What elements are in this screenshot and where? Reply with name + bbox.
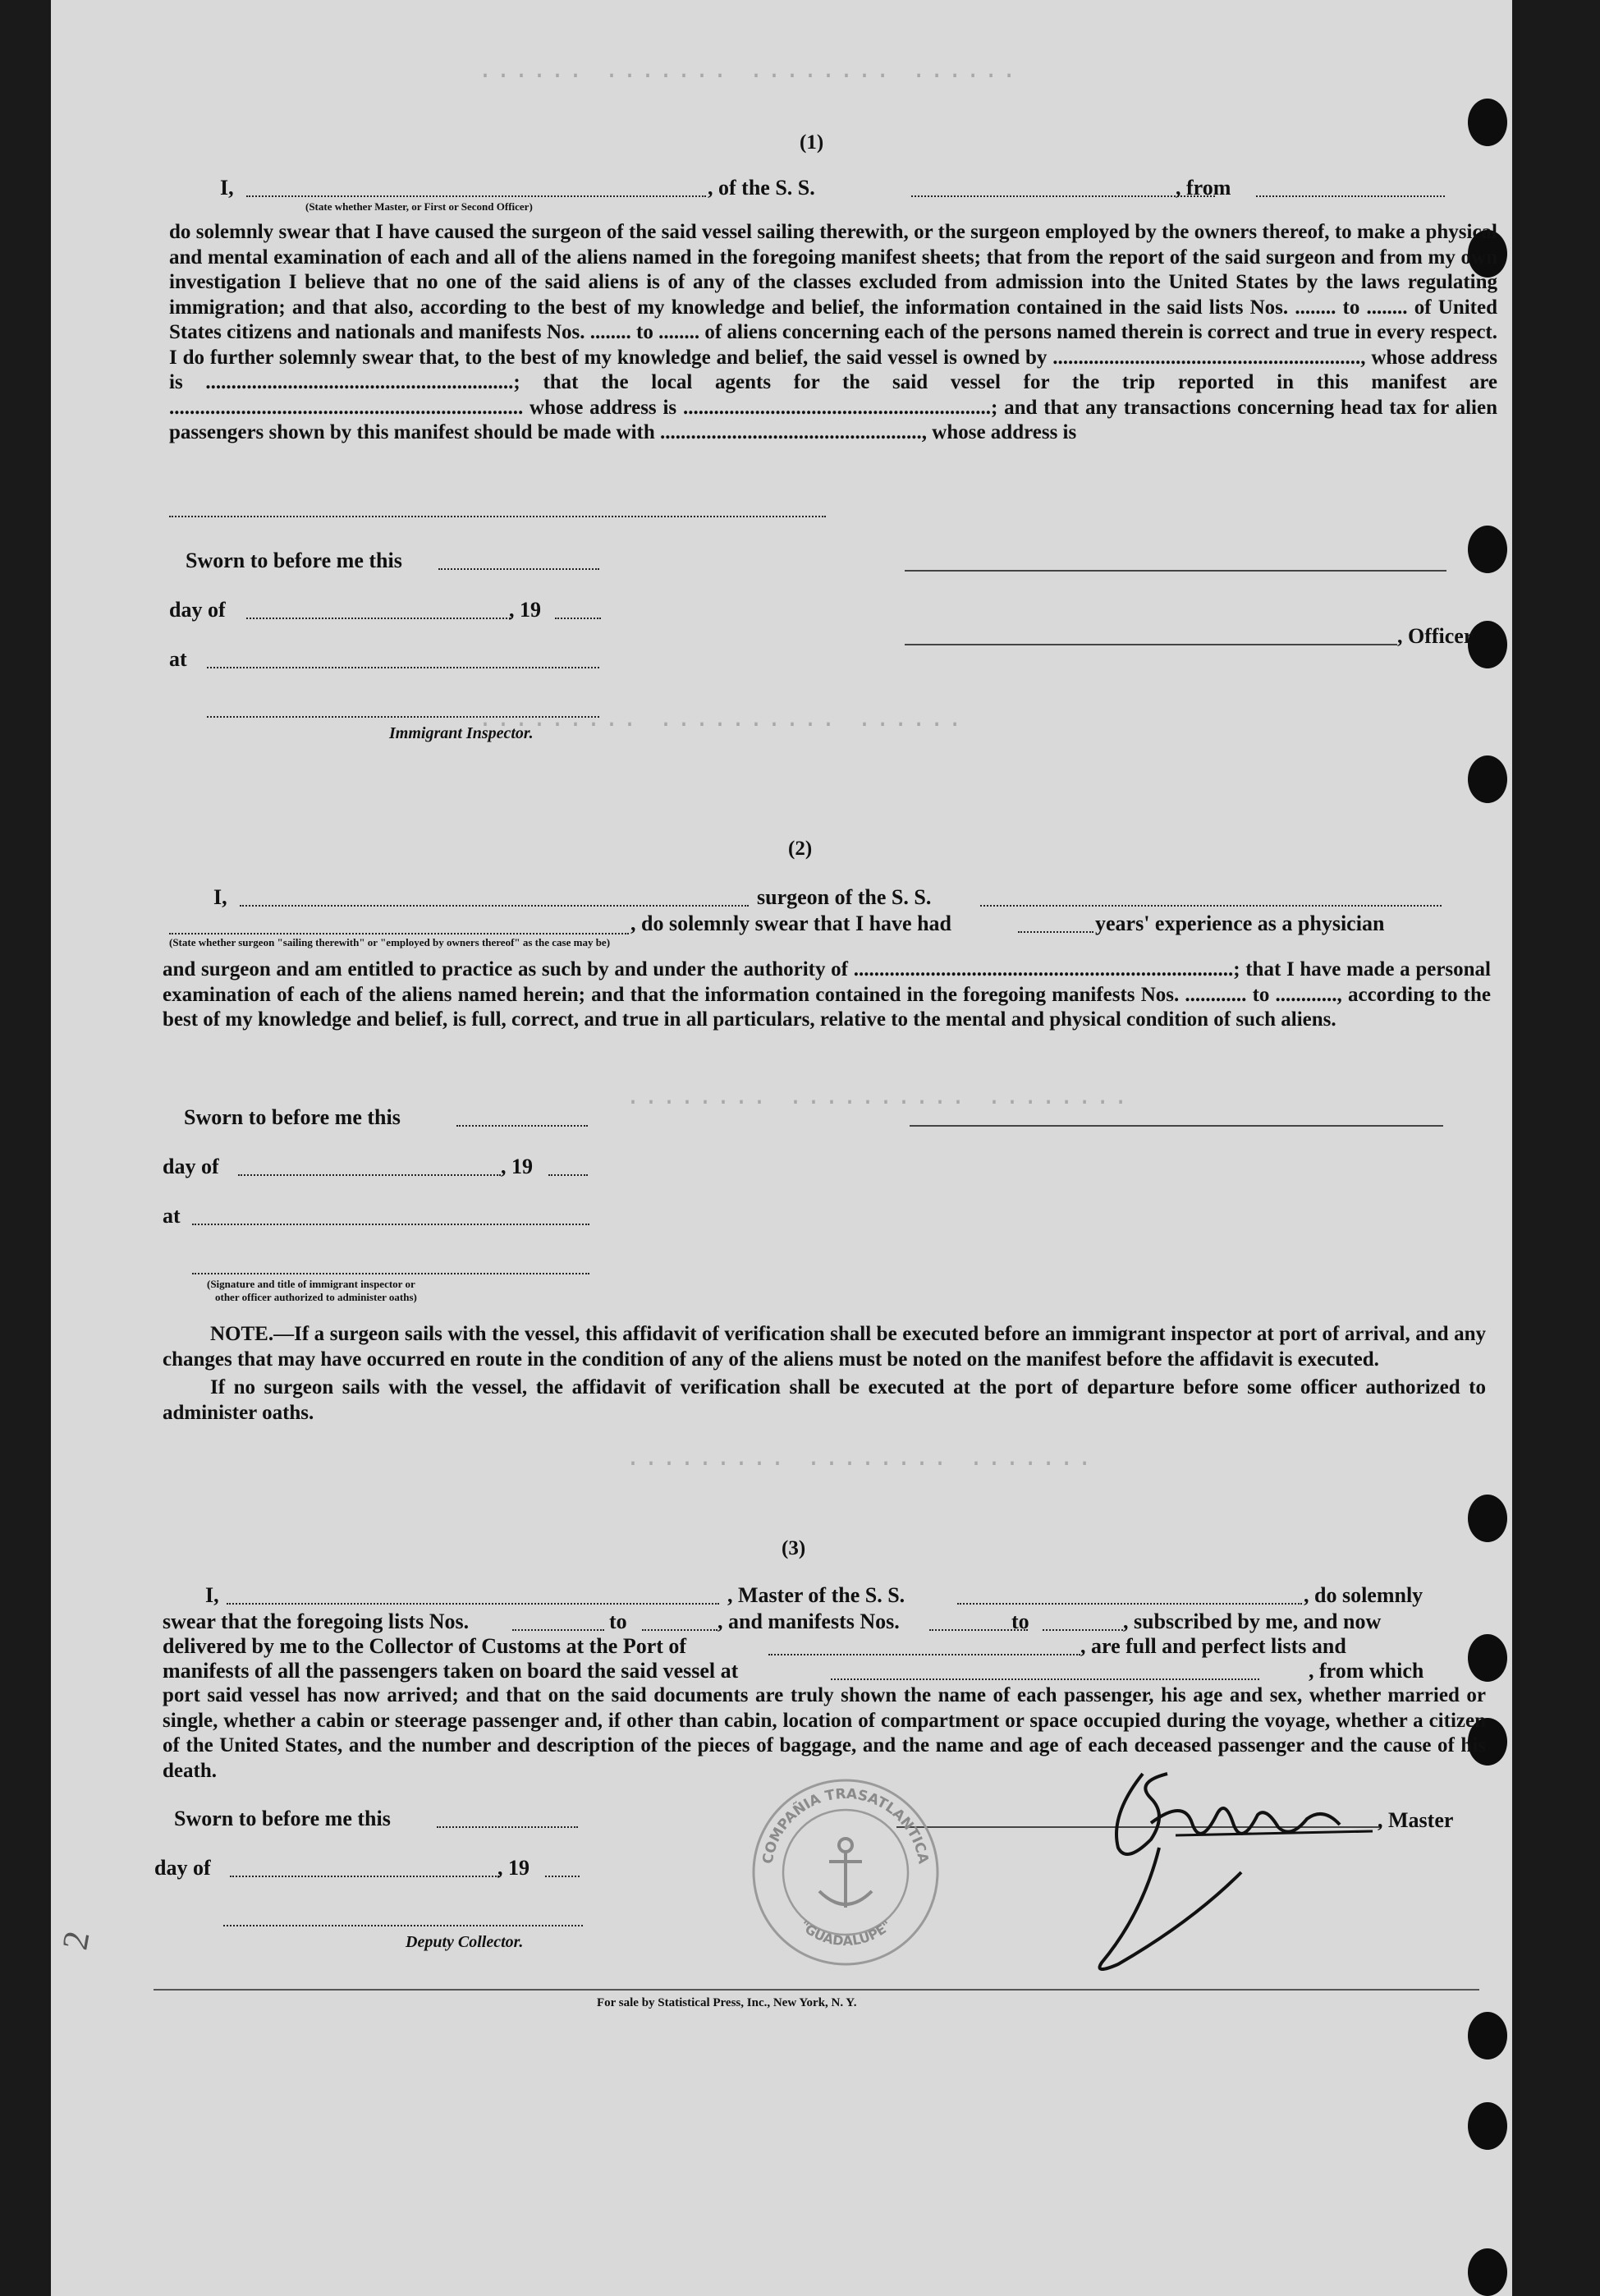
collector-caption: Deputy Collector.: [406, 1933, 524, 1951]
note-text: NOTE.—If a surgeon sails with the vessel, this affidavit of verification shall be executed before an immigrant inspector at port of arrival, and any changes that may have occurred en route in the condition of any of the aliens must be noted on the manifest before the affidavit is executed.: [163, 1323, 1486, 1371]
surgeon-vessel-field: [980, 905, 1442, 907]
manifests-to-field: [1043, 1629, 1123, 1631]
solemnly-label: , do solemnly: [1304, 1583, 1423, 1607]
day-of-label: day of: [163, 1155, 219, 1178]
bleed-through-texture: ...... ....... ........ ......: [478, 57, 1020, 85]
month-field: [246, 618, 511, 619]
signature-line: [910, 1125, 1443, 1127]
inspector-caption: Immigrant Inspector.: [389, 724, 534, 742]
sworn-date-field: [438, 568, 599, 570]
manifests-label: manifests of all the passengers taken on board the said vessel at: [163, 1659, 739, 1683]
punch-hole: [1468, 1634, 1507, 1682]
at-label: at: [163, 1204, 181, 1228]
from-label: , from: [1176, 176, 1231, 200]
seal-text-bottom: "GUADALUPE": [796, 1917, 895, 1949]
footer-rule: [154, 1989, 1479, 1991]
surgeon-paragraph: [163, 957, 1491, 1033]
margin-page-mark: 2: [54, 1927, 98, 1954]
seal-text-top: COMPAÑIA TRASATLANTICA: [759, 1785, 932, 1866]
surgeon-name-field: [240, 905, 749, 907]
master-signature: [1093, 1749, 1389, 1995]
punch-hole: [1468, 99, 1507, 146]
year-label: , 19: [509, 598, 541, 622]
oath-i-label: I,: [205, 1583, 219, 1607]
bleed-through-texture: ......... .......... ......: [478, 706, 966, 734]
oath-text: do solemnly swear that I have caused the surgeon of the said vessel sailing therewith, or the surgeon employed by the owners thereof, to make a physical and mental examination of each and all of the aliens named in the foregoing manifest sheets; that from the report of the said surgeon and from my own investigation I believe that no one of the said aliens is of any of the classes excluded from admission into the United States by the laws regulating immigration; and that also, according to the best of my knowledge and belief, the information contained in the said lists Nos. ........ to ........ of United States citizens and nationals and manifests Nos. ........ to ........ of aliens concerning each of the persons named therein is correct and true in every respect. I do further solemnly swear that, to the best of my knowledge and belief, the said vessel is owned by ............................................................, whose address is ............................................................; that the local agents for the said vessel for the trip reported in this manifest are ..................................................................... whose address is ............................................................; and that any transactions concerning head tax for alien passengers shown by this manifest should be made with ..................................................., whose address is: [169, 221, 1497, 443]
day-of-label: day of: [169, 598, 226, 622]
section-number: (2): [788, 838, 813, 860]
bleed-through-texture: ........ .......... ........: [626, 1084, 1132, 1112]
signature-line: [905, 570, 1446, 572]
day-of-label: day of: [154, 1856, 211, 1880]
punch-hole: [1468, 2248, 1507, 2296]
surgeon-status-field: [169, 933, 629, 934]
punch-hole: [1468, 1495, 1507, 1542]
sworn-label: Sworn to before me this: [184, 1105, 401, 1129]
section-number: (3): [782, 1537, 806, 1559]
place-field: [192, 1224, 589, 1225]
oath-i-label: I,: [220, 176, 234, 200]
surgeon-vessel-label: surgeon of the S. S.: [757, 885, 932, 909]
master-label: , Master: [1378, 1808, 1454, 1832]
lists-from-field: [512, 1629, 604, 1631]
section-number: (1): [800, 131, 824, 154]
punch-hole: [1468, 755, 1507, 803]
to-label: to: [609, 1609, 627, 1633]
punch-hole: [1468, 621, 1507, 668]
document-page: [51, 0, 1512, 2296]
sworn-date-field: [437, 1826, 578, 1828]
field-caption: (Signature and title of immigrant inspector or: [207, 1278, 415, 1290]
collector-label: delivered by me to the Collector of Customs at the Port of: [163, 1634, 687, 1658]
officer-signature-line: [905, 644, 1397, 645]
official-signature-field: [192, 1273, 589, 1274]
bleed-through-texture: ......... ........ .......: [626, 1445, 1096, 1473]
svg-text:"GUADALUPE": [796, 1917, 894, 1949]
sworn-label: Sworn to before me this: [174, 1807, 391, 1830]
lists-label: swear that the foregoing lists Nos.: [163, 1609, 470, 1633]
inspector-field: [207, 716, 599, 718]
master-name-field: [227, 1603, 719, 1605]
physician-text: years' experience as a physician: [1095, 912, 1385, 935]
year-field: [555, 618, 601, 619]
field-caption: (State whether surgeon "sailing therewith" or "employed by owners thereof" as the case may be): [169, 936, 611, 948]
note-paragraph: [163, 1322, 1486, 1426]
punch-hole: [1468, 2012, 1507, 2060]
years-field: [1018, 931, 1093, 933]
master-name-field: [246, 195, 706, 197]
from-which-label: , from which: [1309, 1659, 1424, 1683]
port-from-field: [1256, 195, 1445, 197]
oath-i-label: I,: [213, 885, 227, 909]
officer-label: , Officer: [1397, 624, 1474, 648]
vessel-label: , of the S. S.: [708, 176, 815, 200]
punch-hole: [1468, 2102, 1507, 2150]
lists-to-field: [642, 1629, 717, 1631]
note-text-2: If no surgeon sails with the vessel, the affidavit of verification shall be executed at the port of departure before some officer authorized to administer oaths.: [163, 1376, 1486, 1424]
collector-field: [223, 1925, 583, 1926]
anchor-icon: [819, 1839, 872, 1908]
manifests-label: , and manifests Nos.: [717, 1609, 900, 1633]
place-field: [207, 667, 599, 668]
surgeon-text: and surgeon and am entitled to practice as such by and under the authority of ..........................................................................; that I have made a personal examination of each of the aliens named herein; and that the information contained in the foregoing manifests Nos. ............ to ............, according to the best of my knowledge and belief, is full, correct, and true in all particulars, relative to the mental and physical condition of such aliens.: [163, 958, 1491, 1031]
sworn-date-field: [456, 1125, 588, 1127]
vessel-name-field: [911, 195, 1215, 197]
master-vessel-field: [957, 1603, 1302, 1605]
printer-credit: For sale by Statistical Press, Inc., New York, N. Y.: [597, 1996, 857, 2009]
embark-port-field: [831, 1678, 1259, 1680]
company-seal-stamp: [747, 1770, 944, 1975]
month-field: [238, 1174, 501, 1176]
port-field: [768, 1654, 1080, 1655]
at-label: at: [169, 647, 187, 671]
year-field: [545, 1876, 580, 1877]
field-caption: (State whether Master, or First or Second Officer): [305, 200, 533, 213]
year-label: , 19: [497, 1856, 530, 1880]
sworn-label: Sworn to before me this: [186, 549, 402, 572]
master-vessel-label: , Master of the S. S.: [727, 1583, 905, 1607]
years-text: , do solemnly swear that I have had: [630, 912, 952, 935]
address-continuation-field: [169, 516, 826, 517]
to-label: to: [1011, 1609, 1029, 1633]
master-text: port said vessel has now arrived; and that on the said documents are truly shown the name of each passenger, his age and sex, whether married or single, whether a cabin or steerage passenger and, if other than cabin, location of compartment or space occupied during the voyage, whether a citizen of the United States, and the number and description of the pieces of baggage, and the name and age of each deceased passenger and the cause of his death.: [163, 1684, 1486, 1782]
lists-perfect-label: , are full and perfect lists and: [1080, 1634, 1346, 1658]
year-field: [548, 1174, 588, 1176]
year-label: , 19: [501, 1155, 533, 1178]
subscribed-label: , subscribed by me, and now: [1123, 1609, 1382, 1633]
punch-hole: [1468, 526, 1507, 573]
field-caption: other officer authorized to administer oaths): [215, 1291, 417, 1303]
month-field: [230, 1876, 499, 1877]
oath-paragraph: [169, 220, 1497, 446]
